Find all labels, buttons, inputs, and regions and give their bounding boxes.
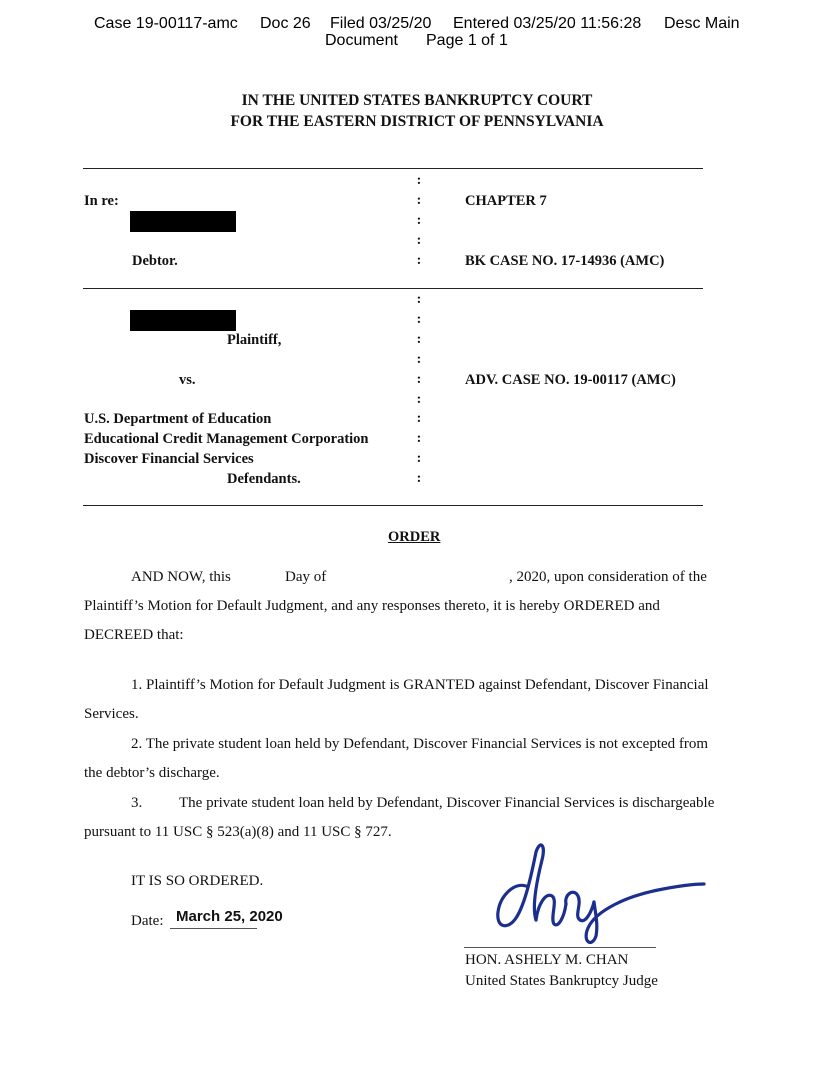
docket-desc: Desc Main bbox=[664, 15, 740, 32]
plaintiff-name-redaction bbox=[130, 310, 236, 331]
docket-entered-date: Entered 03/25/20 11:56:28 bbox=[453, 15, 642, 32]
docket-case-number: Case 19-00117-amc bbox=[94, 15, 238, 32]
chapter-label: CHAPTER 7 bbox=[465, 193, 547, 209]
caption-top-rule bbox=[83, 168, 703, 169]
order-intro-line-2: Plaintiff’s Motion for Default Judgment, and any responses thereto, it is hereby ORDERED and bbox=[84, 598, 660, 614]
caption-colon: : bbox=[416, 233, 422, 248]
order-item-3-number: 3. bbox=[131, 795, 143, 811]
bk-case-number: BK CASE NO. 17-14936 (AMC) bbox=[465, 253, 665, 269]
caption-colon: : bbox=[416, 431, 422, 446]
so-ordered-text: IT IS SO ORDERED. bbox=[131, 873, 264, 889]
order-item-1-line-2: Services. bbox=[84, 706, 139, 722]
docket-filed-date: Filed 03/25/20 bbox=[330, 15, 432, 32]
order-item-3-line-2: pursuant to 11 USC § 523(a)(8) and 11 USC § 727. bbox=[84, 824, 392, 840]
court-name-line-1: IN THE UNITED STATES BANKRUPTCY COURT bbox=[241, 92, 593, 109]
caption-colon: : bbox=[416, 451, 422, 466]
order-title: ORDER bbox=[388, 529, 441, 545]
order-intro-now: AND NOW, this bbox=[131, 569, 231, 585]
order-item-2-line-1: 2. The private student loan held by Defendant, Discover Financial Services is not excepted from bbox=[131, 736, 709, 752]
order-intro-day-of: Day of bbox=[285, 569, 327, 585]
order-intro-year: , 2020, upon consideration of the bbox=[509, 569, 707, 585]
debtor-label: Debtor. bbox=[132, 253, 178, 269]
debtor-name-redaction bbox=[130, 211, 236, 232]
docket-page-count: Page 1 of 1 bbox=[426, 32, 508, 49]
date-label: Date: bbox=[131, 913, 164, 929]
caption-colon: : bbox=[416, 253, 422, 268]
caption-colon: : bbox=[416, 411, 422, 426]
caption-colon: : bbox=[416, 392, 422, 407]
docket-document-label: Document bbox=[325, 32, 398, 49]
caption-colon: : bbox=[416, 332, 422, 347]
judge-signature bbox=[478, 838, 718, 950]
caption-colon: : bbox=[416, 292, 422, 307]
versus-label: vs. bbox=[179, 372, 196, 388]
signature-line bbox=[464, 947, 656, 948]
order-item-3-line-1: The private student loan held by Defendant, Discover Financial Services is dischargeable bbox=[179, 795, 715, 811]
defendant-us-dept-education: U.S. Department of Education bbox=[84, 411, 272, 427]
docket-doc-number: Doc 26 bbox=[260, 15, 311, 32]
caption-bottom-rule bbox=[83, 505, 703, 506]
caption-colon: : bbox=[416, 312, 422, 327]
court-name-line-2: FOR THE EASTERN DISTRICT OF PENNSYLVANIA bbox=[230, 113, 604, 130]
order-intro-line-3: DECREED that: bbox=[84, 627, 184, 643]
caption-colon: : bbox=[416, 193, 422, 208]
caption-colon: : bbox=[416, 213, 422, 228]
judge-title: United States Bankruptcy Judge bbox=[465, 973, 658, 989]
adv-case-number: ADV. CASE NO. 19-00117 (AMC) bbox=[465, 372, 676, 388]
judge-name: HON. ASHELY M. CHAN bbox=[465, 952, 629, 968]
order-item-1-line-1: 1. Plaintiff’s Motion for Default Judgment is GRANTED against Defendant, Discover Financial bbox=[131, 677, 709, 693]
caption-colon: : bbox=[416, 173, 422, 188]
defendant-ecmc: Educational Credit Management Corporation bbox=[84, 431, 369, 447]
in-re-label: In re: bbox=[84, 193, 119, 209]
date-underline bbox=[170, 928, 257, 929]
caption-colon: : bbox=[416, 372, 422, 387]
date-value: March 25, 2020 bbox=[176, 908, 283, 925]
defendant-discover: Discover Financial Services bbox=[84, 451, 254, 467]
defendants-label: Defendants. bbox=[227, 471, 301, 487]
caption-colon: : bbox=[416, 352, 422, 367]
order-item-2-line-2: the debtor’s discharge. bbox=[84, 765, 220, 781]
caption-colon: : bbox=[416, 471, 422, 486]
caption-middle-rule bbox=[83, 288, 703, 289]
plaintiff-label: Plaintiff, bbox=[227, 332, 282, 348]
